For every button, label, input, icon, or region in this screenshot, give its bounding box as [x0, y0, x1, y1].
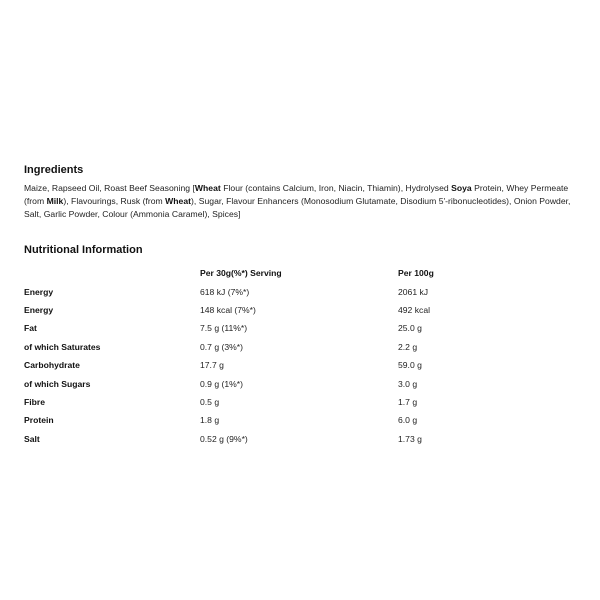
nutrient-label: Fat: [24, 323, 37, 334]
per-100g-value: 1.73 g: [398, 433, 422, 444]
ingredients-segment: Maize, Rapseed Oil, Roast Beef Seasoning [: [24, 183, 195, 193]
nutrition-row: [24, 411, 548, 429]
per-serving-value: 7.5 g (11%*): [200, 323, 248, 334]
header-per-100g: Per 100g: [398, 268, 434, 279]
per-100g-value: 2.2 g: [398, 341, 418, 352]
header-per-serving: Per 30g(%*) Serving: [200, 268, 282, 279]
ingredients-segment: ), Sugar, Flavour Enhancers (Monosodium Glutamate, Disodium 5'-ribonucleotides), Onion Powder, Salt, Garlic Powder, Colour (Ammonia Caramel), Spices]: [24, 196, 571, 219]
per-100g-value: 25.0 g: [398, 323, 422, 334]
nutrition-heading: Nutritional Information: [24, 244, 143, 256]
per-100g-value: 2061 kJ: [398, 286, 429, 297]
nutrition-table-body: [24, 282, 548, 448]
nutrition-row: [24, 393, 548, 411]
per-serving-value: 1.8 g: [200, 415, 220, 426]
nutrient-label: of which Sugars: [24, 378, 91, 389]
nutrient-label: Energy: [24, 304, 54, 315]
nutrition-row: [24, 356, 548, 374]
allergen-highlight: Wheat: [194, 183, 221, 193]
per-100g-value: 3.0 g: [398, 378, 418, 389]
nutrition-row: [24, 430, 548, 448]
nutrient-label: Salt: [24, 433, 40, 444]
nutrition-header-row: [24, 264, 548, 282]
per-serving-value: 0.52 g (9%*): [200, 433, 248, 444]
per-100g-value: 6.0 g: [398, 415, 418, 426]
product-info-page: [24, 164, 584, 448]
nutrient-label: Protein: [24, 415, 54, 426]
per-100g-value: 492 kcal: [398, 304, 431, 315]
ingredients-heading: Ingredients: [24, 164, 84, 176]
nutrition-section: [24, 244, 584, 448]
nutrient-label: Fibre: [24, 396, 46, 407]
per-serving-value: 618 kJ (7%*): [200, 286, 250, 297]
allergen-highlight: Wheat: [165, 196, 192, 206]
per-serving-value: 0.5 g: [200, 396, 220, 407]
ingredients-section: [24, 164, 584, 221]
nutrition-table: [24, 264, 548, 448]
per-serving-value: 148 kcal (7%*): [200, 304, 256, 315]
per-100g-value: 59.0 g: [398, 360, 422, 371]
nutrition-row: [24, 282, 548, 300]
per-100g-value: 1.7 g: [398, 396, 418, 407]
nutrition-row: [24, 338, 548, 356]
ingredients-text: [24, 182, 584, 221]
nutrient-label: Energy: [24, 286, 54, 297]
nutrition-row: [24, 374, 548, 392]
allergen-highlight: Milk: [46, 196, 64, 206]
nutrient-label: Carbohydrate: [24, 360, 80, 371]
header-nutrient: [24, 264, 200, 282]
per-serving-value: 17.7 g: [200, 360, 224, 371]
nutrition-row: [24, 301, 548, 319]
nutrient-label: of which Saturates: [24, 341, 101, 352]
ingredients-segment: Protein, Whey Permeate (from: [24, 183, 569, 206]
ingredients-segment: ), Flavourings, Rusk (from: [63, 196, 166, 206]
per-serving-value: 0.7 g (3%*): [200, 341, 243, 352]
per-serving-value: 0.9 g (1%*): [200, 378, 243, 389]
ingredients-segment: Flour (contains Calcium, Iron, Niacin, Thiamin), Hydrolysed: [220, 183, 452, 193]
nutrition-row: [24, 319, 548, 337]
allergen-highlight: Soya: [451, 183, 472, 193]
